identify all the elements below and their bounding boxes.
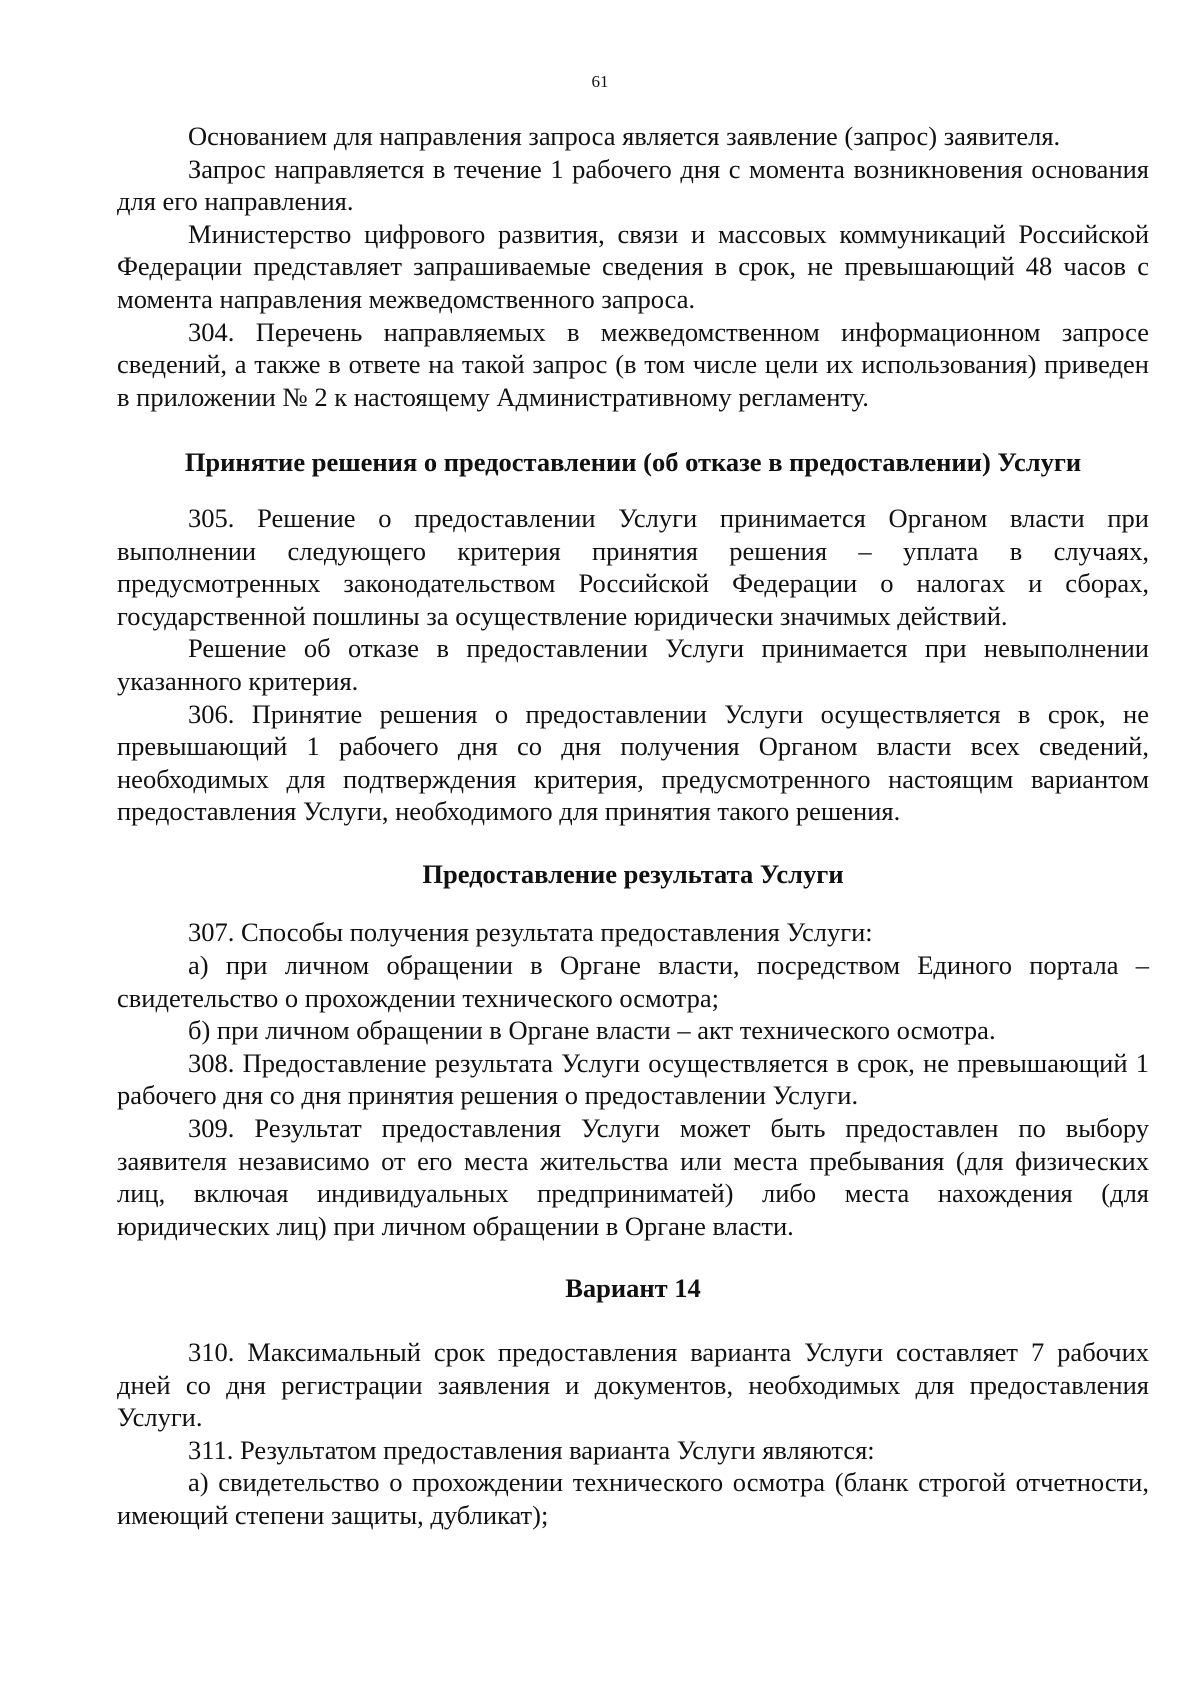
section-heading: Предоставление результата Услуги [422,858,844,889]
paragraph: 306. Принятие решения о предоставлении Услуги осуществляется в срок, не превышающий 1 рабочего дня со дня получения Органом власти всех сведений, необходимых для подтверждения критерия, предусмотренного настоящим вариантом предоставления Услуги, необходимого для принятия такого решения. [117,698,1149,827]
document-body [117,120,1149,1532]
paragraph: Запрос направляется в течение 1 рабочего дня с момента возникновения основания для его направления. [117,153,1149,217]
paragraph: 311. Результатом предоставления варианта Услуги являются: [188,1434,875,1465]
section-heading: Принятие решения о предоставлении (об отказе в предоставлении) Услуги [184,447,1082,478]
paragraph: б) при личном обращении в Органе власти – акт технического осмотра. [188,1015,996,1046]
paragraph: а) при личном обращении в Органе власти, посредством Единого портала – свидетельство о прохождении технического осмотра; [117,950,1149,1013]
paragraph: 307. Способы получения результата предоставления Услуги: [188,917,873,948]
paragraph: 304. Перечень направляемых в межведомственном информационном запросе сведений, а также в ответе на такой запрос (в том числе цели их использования) приведен в приложении № 2 к настоящему Административному регламенту. [117,316,1149,412]
section-heading: Вариант 14 [565,1273,701,1304]
paragraph: Решение об отказе в предоставлении Услуги принимается при невыполнении указанного критерия. [117,633,1149,696]
paragraph: 305. Решение о предоставлении Услуги принимается Органом власти при выполнении следующего критерия принятия решения – уплата в случаях, предусмотренных законодательством Российской Федерации о налогах и сборах, государственной пошлины за осуществление юридически значимых действий. [117,502,1149,631]
paragraph: 308. Предоставление результата Услуги осуществляется в срок, не превышающий 1 рабочего дня со дня принятия решения о предоставлении Услуги. [117,1047,1149,1111]
paragraph: а) свидетельство о прохождении технического осмотра (бланк строгой отчетности, имеющий степени защиты, дубликат); [117,1467,1149,1530]
paragraph: 309. Результат предоставления Услуги может быть предоставлен по выбору заявителя независимо от его места жительства или места пребывания (для физических лиц, включая индивидуальных предприниматей) либо места нахождения (для юридических лиц) при личном обращении в Органе власти. [117,1113,1149,1241]
page-number: 61 [591,72,609,91]
paragraph: Основанием для направления запроса является заявление (запрос) заявителя. [188,121,1061,151]
paragraph: Министерство цифрового развития, связи и массовых коммуникаций Российской Федерации представляет запрашиваемые сведения в срок, не превышающий 48 часов с момента направления межведомственного запроса. [117,218,1149,314]
paragraph: 310. Максимальный срок предоставления варианта Услуги составляет 7 рабочих дней со дня регистрации заявления и документов, необходимых для предоставления Услуги. [117,1337,1149,1433]
